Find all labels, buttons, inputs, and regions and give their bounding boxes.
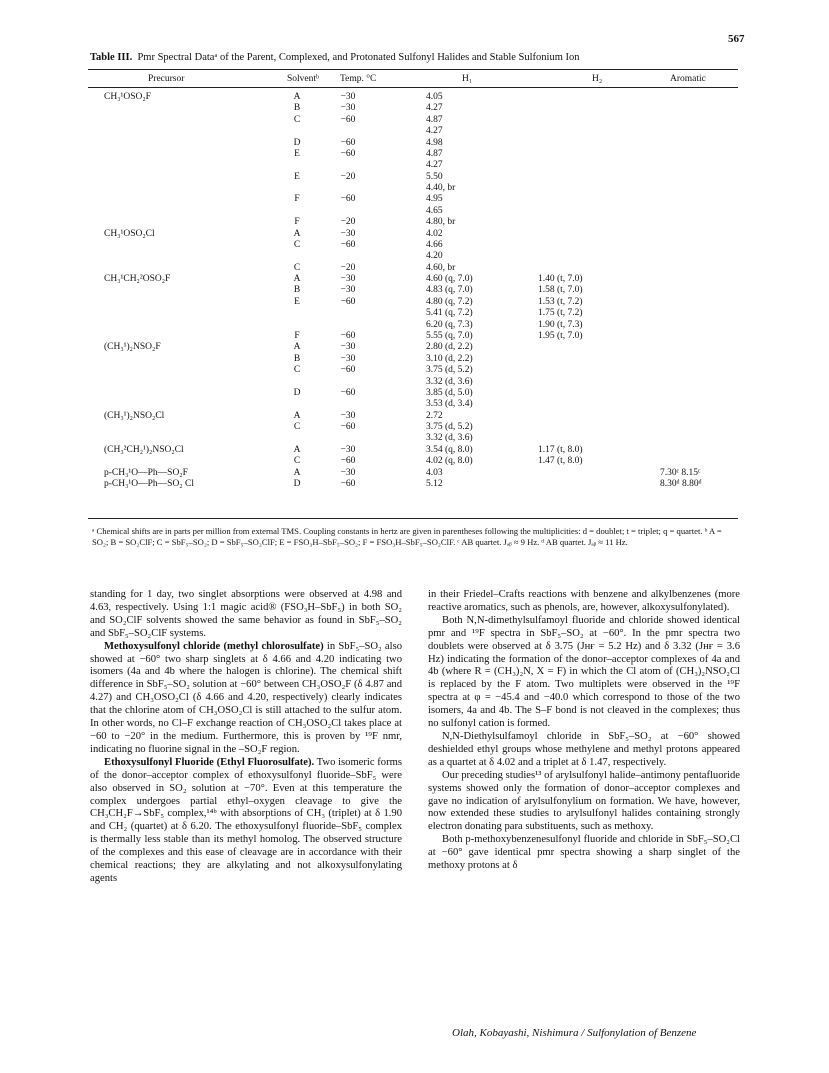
table-cell: p-CH₃¹O—Ph—SO₂F [104,467,188,478]
table-cell: 4.83 (q, 7.0) [426,285,473,296]
table-cell: −30 [340,444,356,455]
table-cell: 3.32 (d, 3.6) [426,376,473,387]
table-cell: 7.30ᶜ 8.15ᶜ [660,467,701,478]
paragraph [90,757,402,886]
table-cell: A [293,410,301,421]
table-cell: p-CH₃¹O—Ph—SO₂ Cl [104,478,194,489]
table-cell: A [293,342,301,353]
paragraph [428,834,740,873]
table-cell: −60 [340,365,356,376]
running-footer: Olah, Kobayashi, Nishimura / Sulfonylation of Benzene [452,1027,697,1039]
table-header-cell: Aromatic [670,74,706,84]
table-cell: C [293,365,301,376]
table-cell: 3.32 (d, 3.6) [426,433,473,444]
page-number: 567 [728,33,745,45]
table-cell: F [294,330,300,341]
table-cell: CH₃¹CH₂²OSO₂F [104,274,171,285]
table-cell: A [293,228,301,239]
table-cell: 2.80 (d, 2.2) [426,342,473,353]
table-cell: 4.98 [426,137,443,148]
table-cell: E [294,148,300,159]
table-cell: C [293,114,301,125]
paragraph [428,770,740,835]
table-cell: 3.54 (q, 8.0) [426,444,473,455]
table-cell: E [294,296,300,307]
table-header-rule [88,87,738,88]
paragraph-text: Two isomeric forms of the donor–acceptor complex of ethoxysulfonyl fluoride–SbF₅ were also observed in SO₂ solution at −70°. Even at this temperature the complex undergoes partial ethyl–oxygen cleavage to give the CH₃CH₂F→SbF₅ complex,¹⁴ᵇ with absorptions of CH₃ (triplet) at δ 1.90 and CH₂ (quartet) at δ 6.20. The ethoxysulfonyl fluoride–SbF₅ complex is thermally less stable than its methyl homolog. The observed structure of the complexes and this ease of cleavage are in accordance with their chemical reactions; they are alkylating and not alkoxysulfonylating agents [90,756,402,884]
table-cell: 4.65 [426,205,443,216]
table-bottom-rule [88,518,738,519]
table-cell: E [294,171,300,182]
table-cell: 1.53 (t, 7.2) [538,296,583,307]
table-cell: −30 [340,274,356,285]
body-column-left [90,589,402,886]
table-cell: 4.95 [426,194,443,205]
paragraph-heading: Methoxysulfonyl chloride (methyl chlorosulfate) [104,640,324,652]
table-cell: B [293,353,301,364]
table-header-cell: H₁ [462,74,473,84]
table-cell: 1.17 (t, 8.0) [538,444,583,455]
table-cell: 1.40 (t, 7.0) [538,274,583,285]
table-cell: −60 [340,422,356,433]
table-cell: 5.55 (q, 7.0) [426,330,473,341]
table-cell: −30 [340,342,356,353]
table-cell: D [293,387,301,398]
table-cell: (CH₃²CH₂¹)₂NSO₂Cl [104,444,184,455]
table-cell: 2.72 [426,410,443,421]
table-cell: 4.02 [426,228,443,239]
table-cell: 4.27 [426,103,443,114]
table-cell: 8.30ᵈ 8.80ᵈ [660,478,702,489]
table-cell: 1.95 (t, 7.0) [538,330,583,341]
table-cell: 1.58 (t, 7.0) [538,285,583,296]
table-cell: CH₃¹OSO₂F [104,92,151,102]
paragraph [90,589,402,641]
table-cell: −60 [340,387,356,398]
table-cell: A [293,274,301,285]
table-cell: 5.41 (q, 7.2) [426,308,473,319]
table-cell: 4.05 [426,92,443,102]
table-cell: 4.66 [426,239,443,250]
table-header-cell: Temp. °C [340,74,377,84]
table-cell: 4.80, br [426,217,456,228]
table-cell: (CH₃¹)₂NSO₂Cl [104,410,165,421]
table-cell: 4.60 (q, 7.0) [426,274,473,285]
table-cell: −60 [340,456,356,467]
table-label: Table III. [90,52,133,63]
paragraph-text: standing for 1 day, two singlet absorptions were observed at 4.98 and 4.63, respectively. Using 1:1 magic acid® (FSO₃H–SbF₅) in both SO₂ and SO₂ClF solvents showed the same behavior as found in SbF₅–SO₂ and SbF₅–SO₂ClF systems. [90,589,402,639]
table-cell: D [293,478,301,489]
table-cell: −30 [340,467,356,478]
table-cell: 5.50 [426,171,443,182]
paragraph [428,731,740,770]
table-cell: 4.02 (q, 8.0) [426,456,473,467]
table-cell: −20 [340,217,356,228]
table-cell: 3.75 (d, 5.2) [426,365,473,376]
table-cell: D [293,137,301,148]
table-cell: 6.20 (q, 7.3) [426,319,473,330]
table-cell: A [293,92,301,102]
table-top-rule [88,69,738,70]
table-cell: −30 [340,228,356,239]
paragraph-text: Our preceding studies¹³ of arylsulfonyl halide–antimony pentafluoride systems showed only the formation of donor–acceptor complexes and gave no indication of arylsulfonylium on formation. We have, however, now extended these studies to arylsulfonyl halides containing strongly electron donating para substituents, such as methoxy. [428,769,740,833]
table-cell: 3.10 (d, 2.2) [426,353,473,364]
table-cell: 4.27 [426,126,443,137]
table-cell: A [293,444,301,455]
table-cell: 4.60, br [426,262,456,273]
table-cell: −30 [340,103,356,114]
table-cell: 1.90 (t, 7.3) [538,319,583,330]
table-cell: C [293,422,301,433]
paragraph [428,589,740,615]
table-cell: −20 [340,262,356,273]
table-cell: 4.40, br [426,183,456,194]
table-cell: 1.47 (t, 8.0) [538,456,583,467]
body-column-right [428,589,740,873]
table-cell: B [293,103,301,114]
paragraph-text: Both p-methoxybenzenesulfonyl fluoride and chloride in SbF₅–SO₂Cl at −60° gave identical pmr spectra showing a sharp singlet of the methoxy protons at δ [428,834,740,872]
table-cell: B [293,285,301,296]
paragraph-text: N,N-Diethylsulfamoyl chloride in SbF₅–SO₂ at −60° showed deshielded ethyl groups whose methylene and methyl protons appeared as a quartet at δ 4.02 and a triplet at δ 1.47, respectively. [428,730,740,768]
paragraph-text: in their Friedel–Crafts reactions with benzene and alkylbenzenes (more reactive aromatics, such as phenols, are, however, alkoxysulfonylated). [428,589,740,613]
table-cell: F [294,217,300,228]
table-cell: −20 [340,171,356,182]
table-footnote: ᵃ Chemical shifts are in parts per million from external TMS. Coupling constants in hertz are given in parentheses following the multiplicities: d = doublet; t = triplet; q = quartet. ᵇ A = SO₂; B = SO₂ClF; C = SbF₅–SO₂; D = SbF₅–SO₂ClF; E = FSO₃H–SbF₅–SO₂; F = FSO₃H–SbF₅–SO₂ClF. ᶜ AB quartet. Jₐᵦ ≈ 9 Hz. ᵈ AB quartet. Jₐᵦ ≈ 11 Hz. [92,526,722,547]
table-cell: CH₃¹OSO₂Cl [104,228,155,239]
table-caption-text: Pmr Spectral Dataᵃ of the Parent, Complexed, and Protonated Sulfonyl Halides and Stable Sulfonium Ion [137,52,580,63]
table-cell: −60 [340,114,356,125]
paragraph [428,615,740,731]
table-cell: 1.75 (t, 7.2) [538,308,583,319]
table-cell: (CH₃¹)₂NSO₂F [104,342,161,353]
table-cell: −60 [340,194,356,205]
table-cell: −60 [340,239,356,250]
table-cell: −30 [340,92,356,102]
paragraph [90,641,402,757]
table-cell: 5.12 [426,478,443,489]
table-cell: 4.80 (q, 7.2) [426,296,473,307]
table-cell: A [293,467,301,478]
table-cell: C [293,239,301,250]
table-cell: −60 [340,137,356,148]
paragraph-text: Both N,N-dimethylsulfamoyl fluoride and chloride showed identical pmr and ¹⁹F spectra in SbF₅–SO₂ at −60°. In the pmr spectra two doublets were observed at δ 3.75 (Jʜғ = 5.2 Hz) and δ 3.32 (Jʜғ = 3.6 Hz) indicating the formation of the donor–acceptor complexes of 4a and 4b (where R = (CH₃)₂N, X = F) in which the Cl atom of (CH₃)₂NSO₂Cl is replaced by the F atom. Two multiplets were observed in the ¹⁹F spectra at φ = −45.4 and −40.0 which correspond to those of the two isomers, 4a and 4b. The S–F bond is not cleaved in the complexes; thus no sulfonyl cation is formed. [428,614,740,730]
table-cell: 3.75 (d, 5.2) [426,422,473,433]
table-cell: −30 [340,410,356,421]
paragraph-heading: Ethoxysulfonyl Fluoride (Ethyl Fluorosulfate). [104,756,315,768]
table-cell: C [293,456,301,467]
table-cell: 4.27 [426,160,443,171]
table-cell: −30 [340,353,356,364]
table-cell: C [293,262,301,273]
table-cell: 3.53 (d, 3.4) [426,399,473,410]
paragraph-text: in SbF₅–SO₂ also showed at −60° two sharp singlets at δ 4.66 and 4.20 indicating two isomers (4a and 4b where the halogen is chlorine). The chemical shift difference in SbF₅–SO₂ solution at −60° between CH₃OSO₂F (δ 4.87 and 4.27) and CH₃OSO₂Cl (δ 4.66 and 4.20, respectively) clearly indicates that the chlorine atom of CH₃OSO₂Cl is still attached to the sulfur atom. In other words, no Cl–F exchange reaction of CH₃OSO₂Cl takes place at −60 to −20° in the medium. Furthermore, this is proven by ¹⁹F nmr, indicating no fluorine signal in the –SO₂F region. [90,640,402,755]
table-cell: 4.87 [426,148,443,159]
table-header-cell: Solventᵇ [287,74,319,84]
table-cell: 4.20 [426,251,443,262]
table-cell: −60 [340,296,356,307]
table-cell: −30 [340,285,356,296]
table-cell: 4.03 [426,467,443,478]
table-header-cell: H₂ [592,74,603,84]
table-header-cell: Precursor [148,74,185,84]
table-caption [90,52,580,63]
table-cell: F [294,194,300,205]
table-cell: −60 [340,148,356,159]
table-cell: −60 [340,330,356,341]
table-cell: −60 [340,478,356,489]
table-cell: 4.87 [426,114,443,125]
table-cell: 3.85 (d, 5.0) [426,387,473,398]
